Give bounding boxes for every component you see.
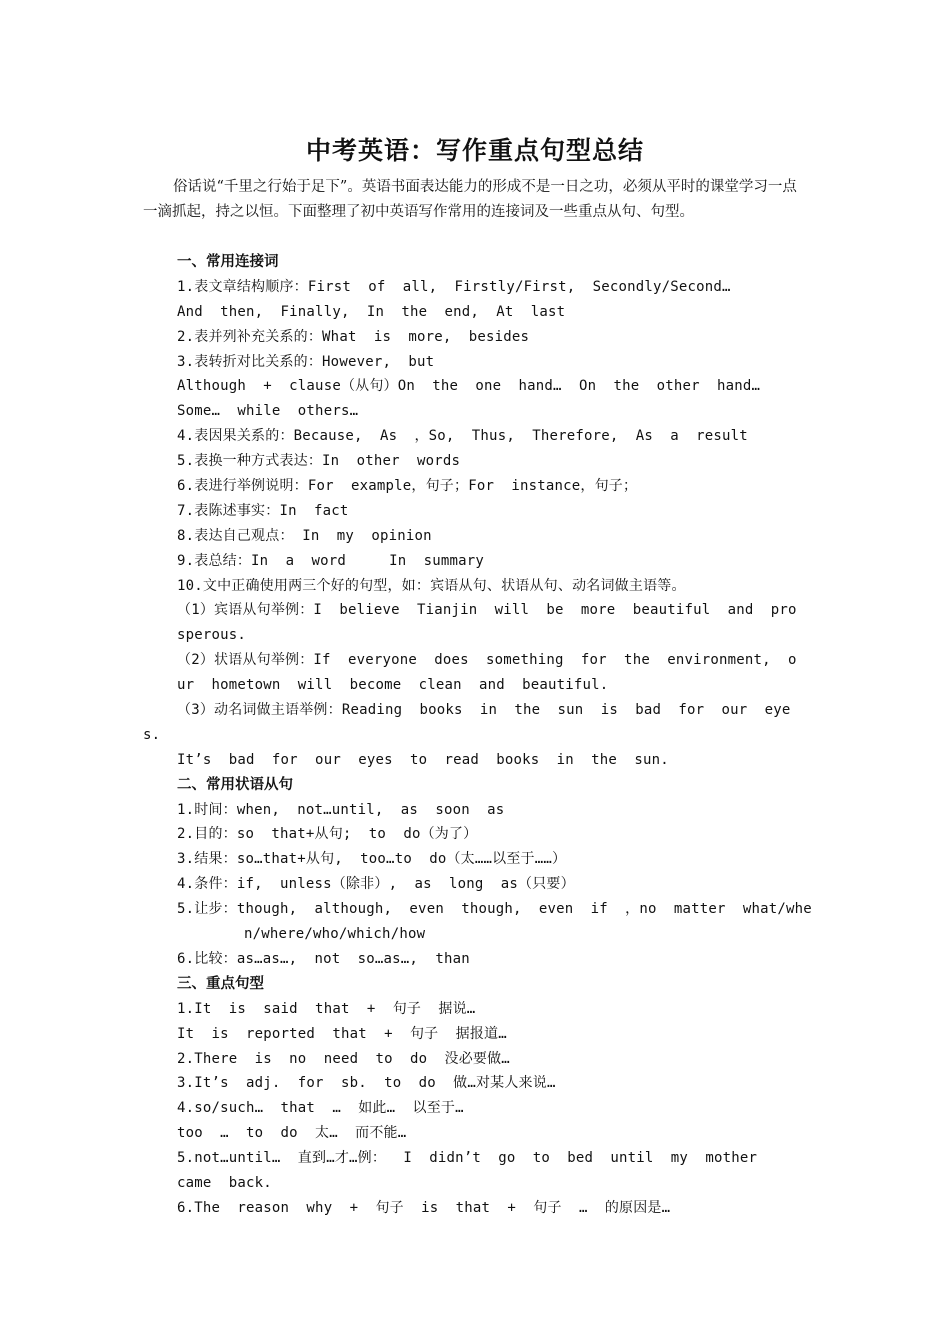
- text-line: too … to do 太… 而不能…: [177, 1125, 407, 1142]
- text-line: 8.表达自己观点： In my opinion: [177, 527, 432, 544]
- section-heading: 三、重点句型: [177, 975, 264, 992]
- text-line: 1.It is said that + 句子 据说…: [177, 1000, 476, 1017]
- text-line: Although + clause（从句）On the one hand… On the other hand…: [177, 378, 761, 395]
- text-line: 3.结果：so…that+从句, too…to do（太……以至于……）: [177, 851, 567, 868]
- text-line: 4.so/such… that … 如此… 以至于…: [177, 1100, 464, 1117]
- section-heading: 一、常用连接词: [177, 254, 279, 270]
- document-body: [143, 250, 812, 1221]
- text-line: 2.There is no need to do 没必要做…: [177, 1050, 510, 1067]
- text-line: 2.表并列补充关系的：What is more, besides: [177, 328, 530, 345]
- text-line: And then, Finally, In the end, At last: [177, 303, 566, 320]
- text-line: sperous.: [177, 627, 247, 644]
- text-line: It’s bad for our eyes to read books in the sun.: [177, 751, 669, 768]
- page-title: 中考英语：写作重点句型总结: [305, 136, 644, 165]
- section-heading: 二、常用状语从句: [177, 776, 293, 793]
- text-line: （3）动名词做主语举例：Reading books in the sun is bad for our eye: [177, 702, 791, 719]
- text-line: 5.表换一种方式表达：In other words: [177, 453, 461, 470]
- text-line: （2）状语从句举例：If everyone does something for the environment, o: [177, 652, 797, 669]
- text-line: 3.It’s adj. for sb. to do 做…对某人来说…: [177, 1075, 556, 1092]
- text-line: 7.表陈述事实：In fact: [177, 502, 349, 519]
- text-line: 6.表进行举例说明：For example，句子；For instance，句子；: [177, 478, 638, 495]
- text-line: Some… while others…: [177, 403, 359, 420]
- text-line: 5.not…until… 直到…才…例： I didn’t go to bed until my mother: [177, 1150, 758, 1167]
- text-line: （1）宾语从句举例：I believe Tianjin will be more beautiful and pro: [177, 602, 797, 619]
- text-line: s.: [143, 726, 161, 743]
- text-line: 10.文中正确使用两三个好的句型，如：宾语从句、状语从句、动名词做主语等。: [177, 577, 686, 594]
- text-line: came back.: [177, 1174, 272, 1191]
- text-line: It is reported that + 句子 据报道…: [177, 1025, 507, 1042]
- text-line: 3.表转折对比关系的：However, but: [177, 353, 435, 370]
- text-line: 1.时间：when, not…until, as soon as: [177, 801, 505, 818]
- text-line: 9.表总结：In a word In summary: [177, 552, 485, 569]
- text-line: 4.表因果关系的：Because, As ，So, Thus, Therefore, As a result: [177, 428, 748, 445]
- text-line: 1.表文章结构顺序：First of all, Firstly/First, Secondly/Second…: [177, 278, 731, 295]
- text-line: n/where/who/which/how: [244, 926, 426, 943]
- text-line: 4.条件：if, unless（除非）, as long as（只要）: [177, 876, 575, 893]
- text-line: 2.目的：so that+从句; to do（为了）: [177, 826, 478, 843]
- intro-paragraph: 俗话说“千里之行始于足下”。英语书面表达能力的形成不是一日之功，必须从平时的课堂学习一点一滴抓起，持之以恒。下面整理了初中英语写作常用的连接词及一些重点从句、句型。: [143, 179, 797, 220]
- text-line: 6.The reason why + 句子 is that + 句子 … 的原因是…: [177, 1199, 671, 1216]
- text-line: 5.让步：though, although, even though, even if ，no matter what/whe: [177, 901, 812, 918]
- text-line: ur hometown will become clean and beautiful.: [177, 677, 609, 694]
- text-line: 6.比较：as…as…, not so…as…, than: [177, 950, 470, 967]
